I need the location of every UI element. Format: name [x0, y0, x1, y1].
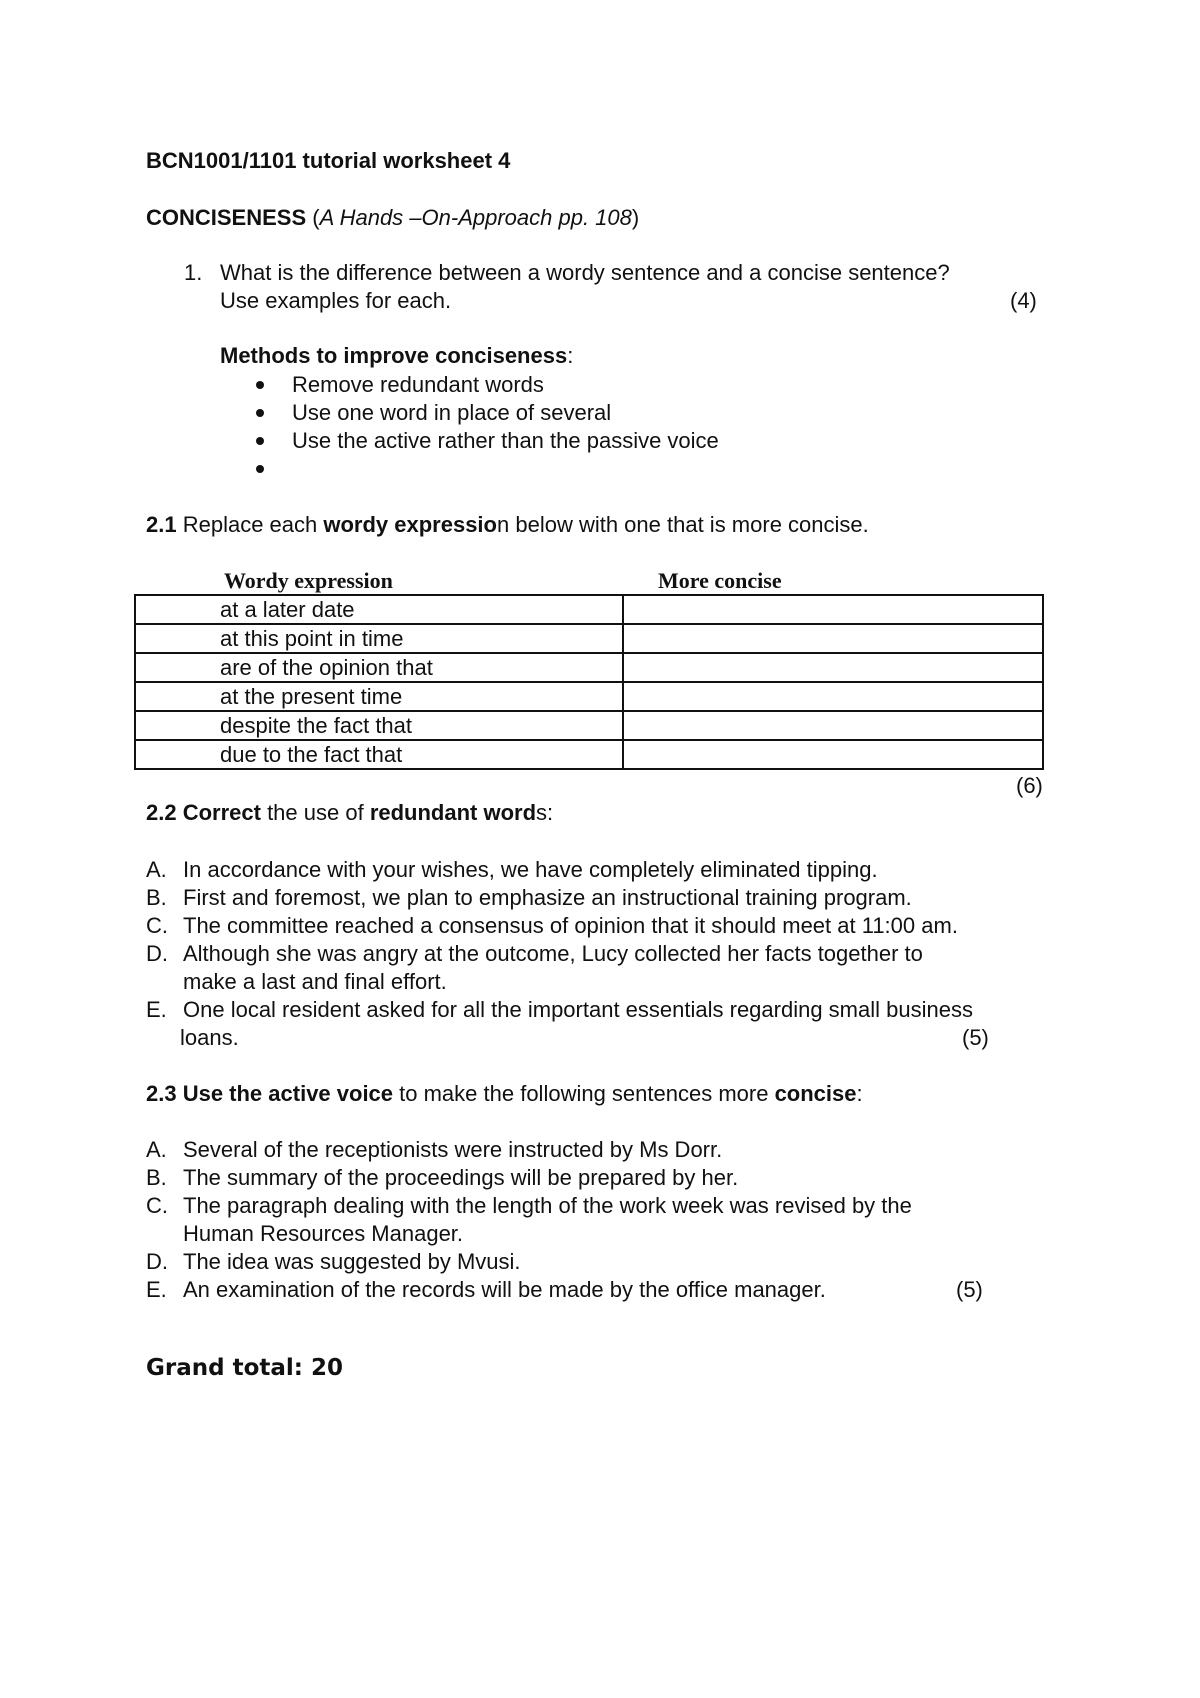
table-row	[135, 711, 1043, 740]
q22-item-continued: make a last and final effort.	[183, 969, 447, 994]
q23-item: Several of the receptionists were instructed by Ms Dorr.	[183, 1137, 723, 1162]
wordy-cell: due to the fact that	[135, 740, 623, 769]
q23-letter: B.	[146, 1165, 167, 1190]
methods-item: Use the active rather than the passive voice	[292, 428, 719, 453]
worksheet-title: BCN1001/1101 tutorial worksheet 4	[146, 148, 511, 173]
q22-bold: redundant word	[369, 800, 537, 825]
q22-item: Although she was angry at the outcome, Lucy collected her facts together to	[183, 941, 923, 966]
concise-answer-cell[interactable]	[623, 595, 1043, 624]
wordy-cell: despite the fact that	[135, 711, 623, 740]
concise-answer-cell[interactable]	[623, 711, 1043, 740]
q22-item: In accordance with your wishes, we have completely eliminated tipping.	[183, 857, 878, 882]
q22-item: One local resident asked for all the important essentials regarding small business	[183, 997, 973, 1022]
bullet-dot-icon	[256, 465, 264, 473]
section-heading-line	[146, 205, 639, 231]
q1-number: 1.	[184, 260, 203, 285]
q22-text-b: s:	[536, 800, 554, 825]
q21-marks: (6)	[1016, 773, 1043, 798]
methods-item: Remove redundant words	[292, 372, 544, 397]
concise-answer-cell[interactable]	[623, 740, 1043, 769]
q22-item-continued: loans.	[180, 1025, 239, 1050]
q23-item-continued: Human Resources Manager.	[183, 1221, 464, 1246]
concise-answer-cell[interactable]	[623, 653, 1043, 682]
q23-letter: E.	[146, 1277, 167, 1302]
q23-item: The idea was suggested by Mvusi.	[183, 1249, 521, 1274]
q23-marks: (5)	[956, 1277, 983, 1302]
table-row	[135, 653, 1043, 682]
wordy-cell: are of the opinion that	[135, 653, 623, 682]
section-reference: A Hands –On-Approach pp. 108	[319, 205, 632, 230]
q22-letter: C.	[146, 913, 168, 938]
wordy-cell: at this point in time	[135, 624, 623, 653]
methods-heading-line	[220, 343, 573, 369]
q23-text-b: :	[856, 1081, 863, 1106]
bullet-dot-icon	[256, 381, 264, 389]
q21-prompt	[146, 512, 869, 538]
q23-number: 2.3 Use the active voice	[146, 1081, 394, 1106]
q23-bold: concise	[774, 1081, 857, 1106]
q22-letter: B.	[146, 885, 167, 910]
wordy-expression-table	[134, 594, 1044, 770]
bullet-dot-icon	[256, 437, 264, 445]
q21-text-a: Replace each	[176, 512, 324, 537]
bullet-dot-icon	[256, 409, 264, 417]
q22-prompt	[146, 800, 553, 826]
q23-prompt	[146, 1081, 863, 1107]
q22-letter: A.	[146, 857, 167, 882]
table-row	[135, 682, 1043, 711]
q21-number: 2.1	[146, 512, 177, 537]
table-row	[135, 740, 1043, 769]
q23-letter: C.	[146, 1193, 168, 1218]
q23-item: The summary of the proceedings will be prepared by her.	[183, 1165, 739, 1190]
wordy-cell: at the present time	[135, 682, 623, 711]
q22-number: 2.2 Correct	[146, 800, 261, 825]
col-header-concise: More concise	[658, 568, 782, 593]
table-row	[135, 595, 1043, 624]
concise-answer-cell[interactable]	[623, 624, 1043, 653]
q1-marks: (4)	[1010, 288, 1037, 313]
q21-text-b: n below with one that is more concise.	[497, 512, 869, 537]
q1-line1: What is the difference between a wordy sentence and a concise sentence?	[220, 260, 950, 285]
q22-text-a: the use of	[260, 800, 370, 825]
section-heading: CONCISENESS	[146, 205, 307, 230]
q23-letter: A.	[146, 1137, 167, 1162]
grand-total: Grand total: 20	[146, 1355, 343, 1381]
col-header-wordy: Wordy expression	[224, 568, 393, 593]
q21-bold: wordy expressio	[323, 512, 497, 537]
q22-letter: E.	[146, 997, 167, 1022]
ref-open: (	[306, 205, 320, 230]
q22-marks: (5)	[962, 1025, 989, 1050]
q22-item: The committee reached a consensus of opinion that it should meet at 11:00 am.	[183, 913, 958, 938]
q23-item: The paragraph dealing with the length of the work week was revised by the	[183, 1193, 912, 1218]
methods-item: Use one word in place of several	[292, 400, 612, 425]
wordy-cell: at a later date	[135, 595, 623, 624]
q1-line2: Use examples for each.	[220, 288, 452, 313]
q23-letter: D.	[146, 1249, 168, 1274]
concise-answer-cell[interactable]	[623, 682, 1043, 711]
methods-heading: Methods to improve conciseness	[220, 343, 568, 368]
q22-letter: D.	[146, 941, 168, 966]
methods-colon: :	[567, 343, 574, 368]
q23-item: An examination of the records will be made by the office manager.	[183, 1277, 826, 1302]
q23-text-a: to make the following sentences more	[393, 1081, 775, 1106]
ref-close: )	[631, 205, 640, 230]
table-row	[135, 624, 1043, 653]
q22-item: First and foremost, we plan to emphasize an instructional training program.	[183, 885, 912, 910]
